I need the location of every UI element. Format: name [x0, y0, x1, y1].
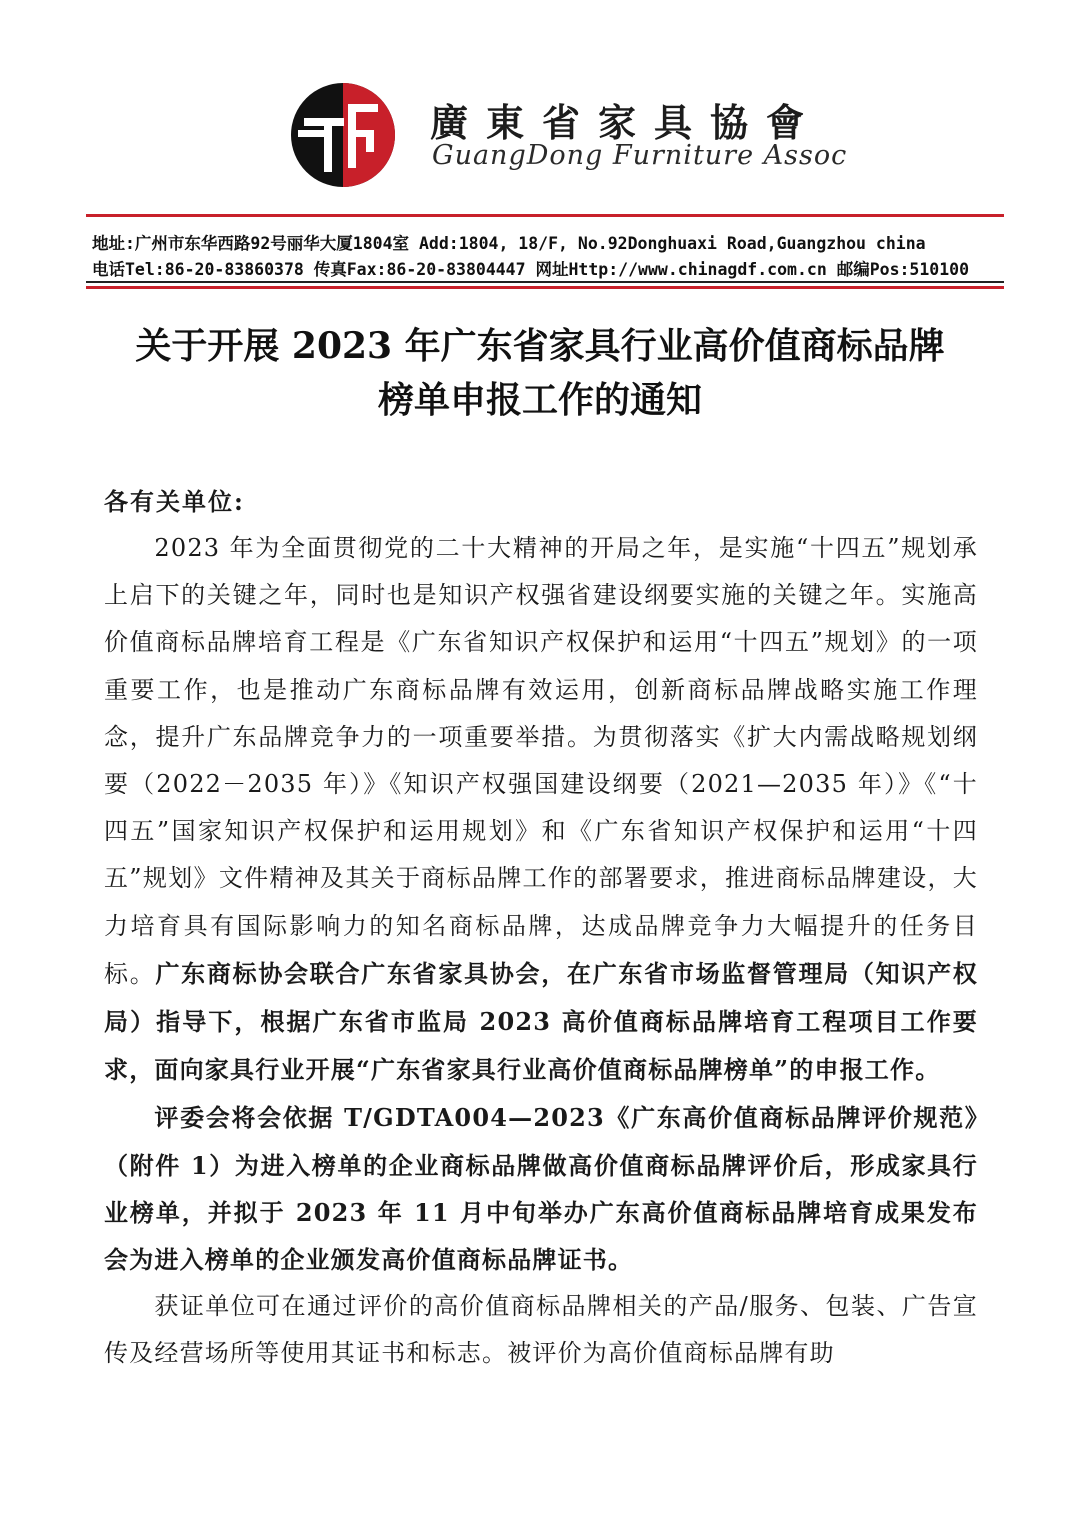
association-logo-icon	[290, 82, 396, 188]
paragraph-1-text: 2023 年为全面贯彻党的二十大精神的开局之年，是实施“十四五”规划承上启下的关键之年，同时也是知识产权强省建设纲要实施的关键之年。实施高价值商标品牌培育工程是《广东省知识产权保护和运用“十四五”规划》的一项重要工作，也是推动广东商标品牌有效运用，创新商标品牌战略实施工作理念，提升广东品牌竞争力的一项重要举措。为贯彻落实《扩大内需战略规划纲要（2022－2035 年）》《知识产权强国建设纲要（2021—2035 年）》《“十四五”国家知识产权保护和运用规划》和《广东省知识产权保护和运用“十四五”规划》文件精神及其关于商标品牌工作的部署要求，推进商标品牌建设，大力培育具有国际影响力的知名商标品牌，达成品牌竞争力大幅提升的任务目标。	[104, 534, 978, 988]
address-line: 地址:广州市东华西路92号丽华大厦1804室 Add:1804, 18/F, No.92Donghuaxi Road,Guangzhou china	[92, 234, 926, 253]
document-body	[104, 525, 978, 1378]
paragraph-1-bold-text: 广东商标协会联合广东省家具协会，在广东省市场监督管理局（知识产权局）指导下，根据广东省市监局 2023 高价值商标品牌培育工程项目工作要求，面向家具行业开展“广东省家具行业高价值商标品牌榜单”的申报工作。	[104, 958, 978, 1085]
org-name-en: GuangDong Furniture Assoc	[432, 140, 848, 171]
bottom-red-rule	[86, 286, 1004, 289]
document-title-line1: 关于开展 2023 年广东省家具行业高价值商标品牌	[135, 325, 945, 367]
paragraph-2: 评委会将会依据 T/GDTA004—2023《广东高价值商标品牌评价规范》（附件 1）为进入榜单的企业商标品牌做高价值商标品牌评价后，形成家具行业榜单，并拟于 2023 年 11 月中旬举办广东高价值商标品牌培育成果发布会为进入榜单的企业颁发高价值商标品牌证书。	[104, 1103, 978, 1275]
org-name-cn: 廣東省家具協會	[430, 100, 823, 145]
letterhead	[0, 0, 1080, 300]
top-red-rule	[86, 214, 1004, 217]
document-title-line2: 榜单申报工作的通知	[377, 379, 702, 421]
contact-line: 电话Tel:86-20-83860378 传真Fax:86-20-83804447 网址Http://www.chinagdf.com.cn 邮编Pos:510100	[92, 260, 970, 279]
paragraph-1	[104, 525, 978, 1094]
paragraph-3: 获证单位可在通过评价的高价值商标品牌相关的产品/服务、包装、广告宣传及经营场所等使用其证书和标志。被评价为高价值商标品牌有助	[104, 1292, 978, 1368]
bottom-black-rule	[86, 281, 1004, 283]
salutation: 各有关单位:	[104, 487, 245, 516]
